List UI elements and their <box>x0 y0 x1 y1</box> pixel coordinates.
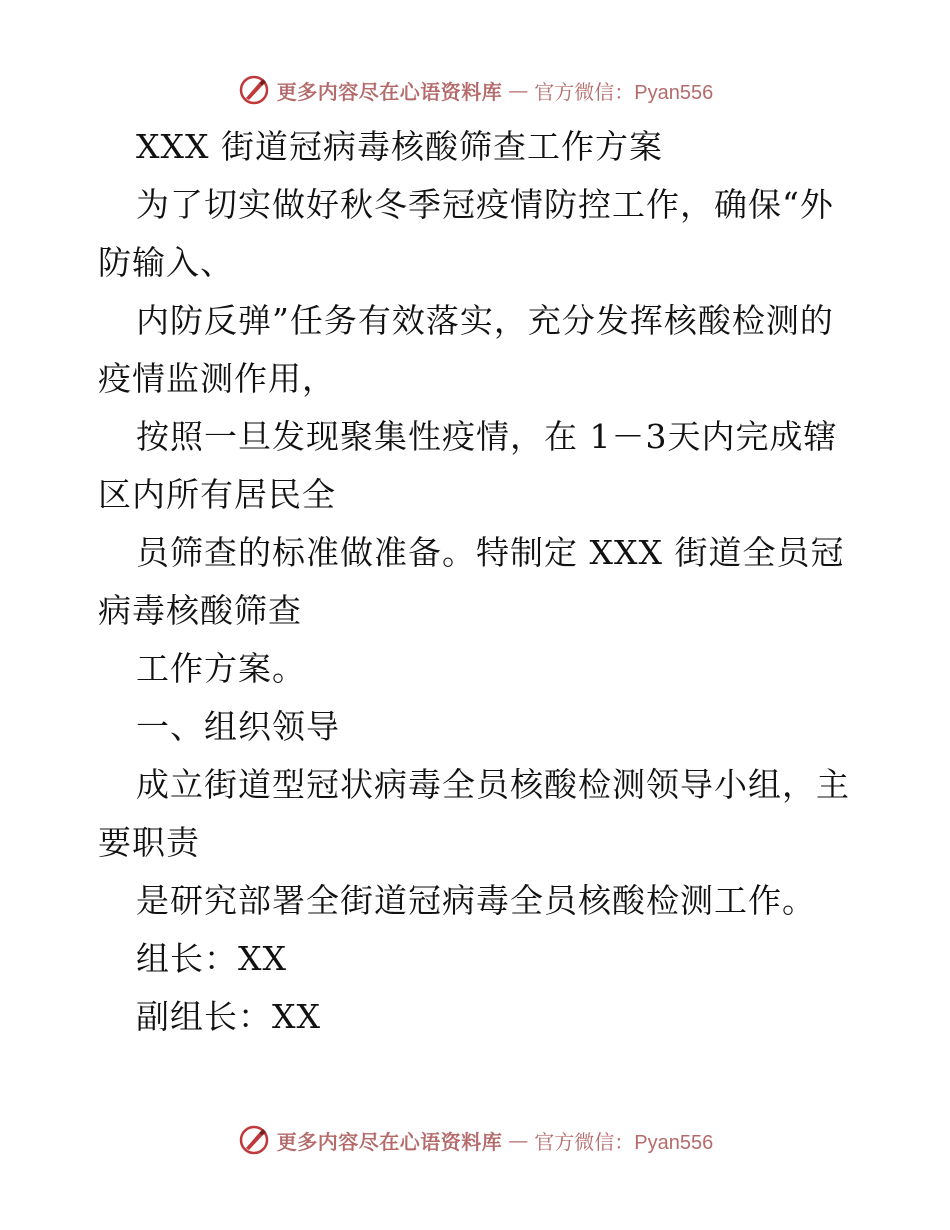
paragraph-line: 员筛查的标准做准备。特制定 XXX 街道全员冠 <box>136 533 845 572</box>
watermark-dash: — <box>508 78 529 102</box>
document-title: XXX 街道冠病毒核酸筛查工作方案 <box>136 127 663 166</box>
paragraph-line: 要职责 <box>98 823 200 862</box>
paragraph-line: 疫情监测作用， <box>98 359 336 398</box>
paragraph-line: 是研究部署全街道冠病毒全员核酸检测工作。 <box>136 881 816 920</box>
watermark-dash: — <box>508 1128 529 1152</box>
watermark-wechat: 官方微信：Pyan556 <box>534 1131 714 1154</box>
document-body <box>98 118 858 1046</box>
section-heading: 一、组织领导 <box>136 707 340 746</box>
leader-line: 组长：XX <box>136 939 287 978</box>
paragraph-line: 成立街道型冠状病毒全员核酸检测领导小组，主 <box>136 765 850 804</box>
deputy-leader-line: 副组长：XX <box>136 997 321 1036</box>
watermark-text: 更多内容尽在心语资料库 <box>276 1129 503 1154</box>
watermark-wechat: 官方微信：Pyan556 <box>534 81 714 104</box>
pen-logo-icon <box>237 1123 271 1157</box>
watermark-text: 更多内容尽在心语资料库 <box>276 79 503 104</box>
paragraph-line: 防输入、 <box>98 243 234 282</box>
paragraph-line: 病毒核酸筛查 <box>98 591 302 630</box>
footer-watermark-banner <box>0 1120 950 1160</box>
pen-logo-icon <box>237 73 271 107</box>
header-watermark-banner <box>0 70 950 110</box>
paragraph-line: 工作方案。 <box>136 649 306 688</box>
paragraph-line: 按照一旦发现聚集性疫情，在 1－3天内完成辖 <box>136 417 838 456</box>
paragraph-line: 区内所有居民全 <box>98 475 336 514</box>
paragraph-line: 内防反弹”任务有效落实，充分发挥核酸检测的 <box>136 301 834 340</box>
paragraph-line: 为了切实做好秋冬季冠疫情防控工作，确保“外 <box>136 185 834 224</box>
